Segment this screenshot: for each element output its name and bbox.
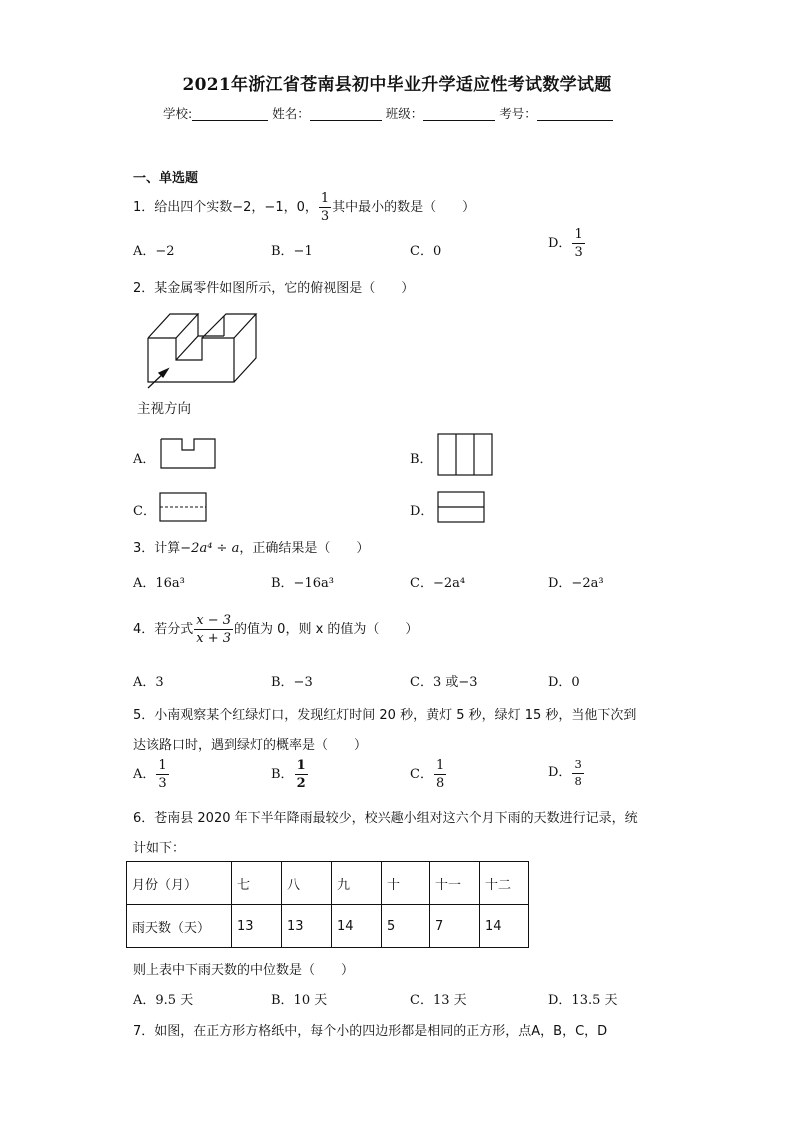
q1-fraction: $\frac{1}{3}$ xyxy=(320,191,330,224)
q2-option-c-label[interactable]: C． xyxy=(133,504,156,519)
table-cell: 13 xyxy=(232,905,282,948)
table-cell: 八 xyxy=(282,862,332,905)
table-cell: 5 xyxy=(382,905,430,948)
q5-option-d[interactable] xyxy=(548,759,585,787)
question-5-line-1: 5．小南观察某个红绿灯口，发现红灯时间 20 秒，黄灯 5 秒，绿灯 15 秒，当他下次到 xyxy=(133,708,637,723)
q6-option-b[interactable]: B．10 天 xyxy=(271,993,328,1008)
q2-option-b-label[interactable]: B． xyxy=(410,452,433,467)
q3-stem-end: ，正确结果是（ ） xyxy=(239,541,370,556)
question-6-line-1: 6．苍南县 2020 年下半年降雨最较少，校兴趣小组对这六个月下雨的天数进行记录，统 xyxy=(133,811,638,826)
class-blank[interactable] xyxy=(423,106,495,121)
q3-stem-start: 3．计算 xyxy=(133,541,181,556)
student-info-line xyxy=(163,104,613,122)
q6-option-a[interactable]: A．9.5 天 xyxy=(133,993,194,1008)
q5-option-a-fraction: $\frac{1}{3}$ xyxy=(158,758,167,791)
question-5-line-2: 达该路口时，遇到绿灯的概率是（ ） xyxy=(133,738,368,753)
table-row xyxy=(127,905,529,948)
school-blank[interactable] xyxy=(192,106,268,121)
q5-option-c[interactable] xyxy=(410,759,447,790)
table-cell: 十一 xyxy=(430,862,480,905)
question-6-followup: 则上表中下雨天数的中位数是（ ） xyxy=(133,963,355,978)
q2-option-d-label[interactable]: D． xyxy=(410,504,434,519)
q5-option-a[interactable] xyxy=(133,759,170,790)
q4-option-b[interactable]: B．−3 xyxy=(271,675,313,690)
school-label: 学校: xyxy=(163,106,193,121)
q4-option-c[interactable]: C．3 或−3 xyxy=(410,675,478,690)
q3-expression: −2a⁴ ÷ a xyxy=(180,541,240,556)
exam-no-label: 考号： xyxy=(499,106,537,121)
q1-option-d-label: D． xyxy=(548,236,572,251)
question-2: 2．某金属零件如图所示，它的俯视图是（ ） xyxy=(133,281,415,296)
q6-option-c[interactable]: C．13 天 xyxy=(410,993,467,1008)
q5-option-b[interactable] xyxy=(271,759,309,790)
q2-option-c-shape[interactable] xyxy=(159,492,209,524)
q1-option-d-fraction: $\frac{1}{3}$ xyxy=(574,227,583,260)
q5-option-c-label: C． xyxy=(410,767,433,782)
question-1 xyxy=(133,192,475,223)
table-cell: 13 xyxy=(282,905,332,948)
table-cell: 十 xyxy=(382,862,430,905)
table-cell: 7 xyxy=(430,905,480,948)
q1-option-c[interactable]: C．0 xyxy=(410,244,442,259)
q3-option-c[interactable]: C．−2a⁴ xyxy=(410,576,466,591)
q3-option-b[interactable]: B．−16a³ xyxy=(271,576,334,591)
q4-option-a[interactable]: A．3 xyxy=(133,675,164,690)
metal-part-figure xyxy=(130,308,270,403)
q1-option-b[interactable]: B．−1 xyxy=(271,244,313,259)
q5-option-b-fraction: $\frac{1}{2}$ xyxy=(296,758,306,791)
question-7: 7．如图，在正方形方格纸中，每个小的四边形都是相同的正方形，点A，B，C，D xyxy=(133,1024,608,1039)
q5-option-d-label: D． xyxy=(548,765,572,780)
q3-option-a[interactable]: A．16a³ xyxy=(133,576,185,591)
q1-option-a[interactable]: A．−2 xyxy=(133,244,175,259)
exam-title: 2021年浙江省苍南县初中毕业升学适应性考试数学试题 xyxy=(182,75,612,95)
table-header-row xyxy=(127,862,529,905)
name-blank[interactable] xyxy=(310,106,382,121)
q1-stem-start: 1．给出四个实数−2，−1，0， xyxy=(133,200,318,215)
view-direction-caption: 主视方向 xyxy=(137,401,191,417)
table-cell: 雨天数（天） xyxy=(127,905,232,948)
q2-option-b-shape[interactable] xyxy=(437,433,495,477)
q2-option-a-shape[interactable] xyxy=(160,438,218,470)
rain-days-table xyxy=(126,861,529,948)
question-6-line-2: 计如下： xyxy=(133,841,186,856)
class-label: 班级： xyxy=(385,106,424,121)
q1-stem-end: 其中最小的数是（ ） xyxy=(332,200,476,215)
question-3 xyxy=(133,537,369,556)
q1-option-d[interactable] xyxy=(548,228,586,259)
table-cell: 十二 xyxy=(480,862,529,905)
table-cell: 月份（月） xyxy=(127,862,232,905)
q2-option-d-shape[interactable] xyxy=(437,491,487,525)
q5-option-c-fraction: $\frac{1}{8}$ xyxy=(435,758,445,791)
exam-no-blank[interactable] xyxy=(537,106,613,121)
q5-option-b-label: B． xyxy=(271,767,294,782)
q3-option-d[interactable]: D．−2a³ xyxy=(548,576,604,591)
q4-fraction: $\frac{x - 3}{x + 3}$ xyxy=(196,613,232,646)
q6-option-d[interactable]: D．13.5 天 xyxy=(548,993,618,1008)
q4-option-d[interactable]: D．0 xyxy=(548,675,580,690)
table-cell: 14 xyxy=(332,905,382,948)
q2-option-a-label[interactable]: A． xyxy=(133,452,156,467)
table-cell: 14 xyxy=(480,905,529,948)
q4-stem-start: 4．若分式 xyxy=(133,622,194,637)
q5-option-a-label: A． xyxy=(133,767,156,782)
q5-option-d-fraction: $\frac{3}{8}$ xyxy=(574,757,582,788)
name-label: 姓名： xyxy=(272,106,310,121)
table-cell: 七 xyxy=(232,862,282,905)
question-4 xyxy=(133,614,418,645)
q4-stem-end: 的值为 0，则 x 的值为（ ） xyxy=(234,622,419,637)
table-cell: 九 xyxy=(332,862,382,905)
section-heading: 一、单选题 xyxy=(133,171,199,186)
